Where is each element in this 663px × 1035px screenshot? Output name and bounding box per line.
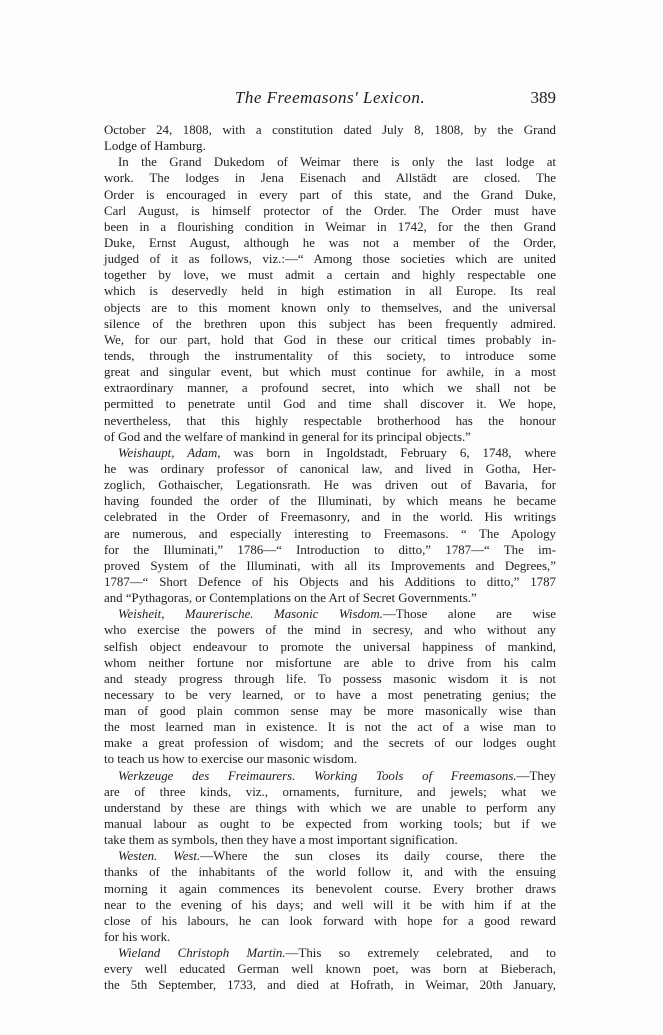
text-line (104, 251, 556, 267)
text-run: tends, through the instrumentality of this society, to introduce some (104, 348, 556, 363)
text-line (104, 639, 556, 655)
text-line (104, 493, 556, 509)
text-run: and “Pythagoras, or Contemplations on the Art of Secret Governments.” (104, 591, 477, 606)
text-run: morning it again commences its benevolent course. Every brother draws (104, 881, 556, 896)
text-line (104, 542, 556, 558)
text-line (104, 348, 556, 364)
text-run: together by love, we must admit a certain and highly respectable one (104, 268, 556, 283)
text-run: proved System of the Illuminati, with all its Improvements and Degrees,” (104, 558, 556, 573)
body-text (104, 122, 556, 994)
text-line (104, 784, 556, 800)
text-run: nevertheless, that this highly respectable brotherhood has the honour (104, 413, 556, 428)
text-line (104, 977, 556, 993)
text-run: understand by these are things with which we are unable to perform any (104, 800, 556, 815)
italic-heading: Werkzeuge des Freimaurers. Working Tools of Freemasons. (118, 768, 517, 783)
text-run: necessary to be very learned, or to have a most penetrating genius; the (104, 687, 556, 702)
text-line (104, 477, 556, 493)
text-run: for the Illuminati,” 1786—“ Introduction to ditto,” 1787—“ The im- (104, 542, 556, 557)
text-run: silence of the brethren upon this subject has been frequently admired. (104, 316, 556, 331)
text-run: In the Grand Dukedom of Weimar there is only the last lodge at (118, 155, 556, 170)
text-line (104, 154, 556, 170)
text-line (104, 929, 556, 945)
text-line (104, 671, 556, 687)
text-line (104, 558, 556, 574)
text-line (104, 945, 556, 961)
text-run: objects are to this moment known only to themselves, and the universal (104, 300, 556, 315)
text-line (104, 235, 556, 251)
text-line (104, 316, 556, 332)
text-run: October 24, 1808, with a constitution dated July 8, 1808, by the Grand (104, 123, 556, 137)
text-run: of God and the welfare of mankind in general for its principal objects.” (104, 429, 471, 444)
text-run: —This so extremely celebrated, and to (285, 946, 556, 961)
text-line (104, 800, 556, 816)
text-run: whom neither fortune nor misfortune are able to drive from his calm (104, 655, 556, 670)
text-line (104, 655, 556, 671)
text-run: permitted to penetrate until God and time shall discover it. We hope, (104, 397, 556, 412)
text-line (104, 283, 556, 299)
text-line (104, 848, 556, 864)
text-run: We, for our part, hold that God in these our critical times probably in- (104, 332, 556, 347)
text-run: been in a flourishing condition in Weimar in 1742, for the then Grand (104, 219, 556, 234)
text-run: great and singular event, but which must continue for awhile, in a most (104, 365, 556, 380)
italic-heading: Weisheit, Maurerische. Masonic Wisdom. (118, 607, 383, 622)
text-line (104, 897, 556, 913)
text-line (104, 735, 556, 751)
text-run: selfish object endeavour to promote the universal happiness of mankind, (104, 639, 556, 654)
text-line (104, 574, 556, 590)
text-line (104, 961, 556, 977)
text-run: work. The lodges in Jena Eisenach and Allstädt are closed. The (104, 171, 556, 186)
text-run: was born in Ingoldstadt, February 6, 1748, where (220, 445, 557, 460)
text-line (104, 864, 556, 880)
text-line (104, 187, 556, 203)
text-line (104, 590, 556, 606)
text-run: make a great profession of wisdom; and the secrets of our lodges ought (104, 736, 556, 751)
text-line (104, 364, 556, 380)
text-line (104, 203, 556, 219)
text-line (104, 461, 556, 477)
italic-heading: Wieland Christoph Martin. (118, 946, 286, 961)
text-line (104, 526, 556, 542)
text-line (104, 832, 556, 848)
text-run: Carl August, is himself protector of the Order. The Order must have (104, 203, 556, 218)
text-line (104, 170, 556, 186)
text-line (104, 267, 556, 283)
text-run: thanks of the inhabitants of the world follow it, and with the ensuing (104, 865, 556, 880)
page-header (104, 88, 556, 112)
text-line (104, 687, 556, 703)
text-run: who exercise the powers of the mind in secresy, and who without any (104, 623, 556, 638)
text-run: having founded the order of the Illuminati, by which means he became (104, 494, 556, 509)
text-run: and steady progress through life. To possess masonic wisdom it is not (104, 671, 556, 686)
text-run: zoglich, Gothaischer, Legationsrath. He was driven out of Bavaria, for (104, 478, 556, 493)
text-run: the most learned man in existence. It is not the act of a wise man to (104, 720, 556, 735)
text-run: for his work. (104, 930, 171, 945)
text-line (104, 396, 556, 412)
text-run: the 5th September, 1733, and died at Hofrath, in Weimar, 20th January, (104, 978, 556, 993)
text-line (104, 413, 556, 429)
text-line (104, 509, 556, 525)
text-run: man of good plain common sense may be more masonically wise than (104, 704, 556, 719)
text-run: take them as symbols, then they have a most important signification. (104, 833, 458, 848)
text-run: to teach us how to exercise our masonic wisdom. (104, 752, 358, 767)
text-run: Lodge of Hamburg. (104, 139, 206, 154)
text-line (104, 445, 556, 461)
text-run: manual labour as ought to be expected from working tools; but if we (104, 817, 556, 832)
text-line (104, 703, 556, 719)
text-run: close of his labours, he can look forward with hope for a good reward (104, 913, 556, 928)
text-line (104, 332, 556, 348)
text-line (104, 122, 556, 138)
text-line (104, 881, 556, 897)
text-run: Order is encouraged in every part of this state, and the Grand Duke, (104, 187, 556, 202)
text-run: 1787—“ Short Defence of his Objects and his Additions to ditto,” 1787 (104, 574, 556, 589)
text-run: are numerous, and especially interesting to Freemasons. “ The Apology (104, 526, 556, 541)
text-line (104, 751, 556, 767)
text-run: —Those alone are wise (382, 607, 556, 622)
italic-heading: Westen. West. (118, 849, 201, 864)
text-run: every well educated German well known poet, was born at Bieberach, (104, 962, 556, 977)
text-run: celebrated in the Order of Freemasonry, and in the world. His writings (104, 510, 556, 525)
text-run: judged of it as follows, viz.:—“ Among those societies which are united (104, 252, 556, 267)
text-line (104, 380, 556, 396)
text-run: are of three kinds, viz., ornaments, furniture, and jewels; what we (104, 784, 556, 799)
page-number: 389 (530, 88, 556, 107)
text-line (104, 816, 556, 832)
text-line (104, 719, 556, 735)
running-title: The Freemasons' Lexicon. (234, 88, 426, 107)
text-run: Duke, Ernst August, although he was not a member of the Order, (104, 235, 556, 250)
text-line (104, 429, 556, 445)
text-run: —Where the sun closes its daily course, there the (200, 849, 556, 864)
text-line (104, 622, 556, 638)
text-line (104, 606, 556, 622)
text-line (104, 138, 556, 154)
text-run: he was ordinary professor of canonical law, and lived in Gotha, Her- (104, 461, 556, 476)
text-line (104, 913, 556, 929)
text-line (104, 300, 556, 316)
text-run: —They (516, 768, 556, 783)
text-line (104, 768, 556, 784)
italic-heading: Weishaupt, Adam, (118, 445, 221, 460)
text-run: extraordinary manner, a profound secret, into which we shall not be (104, 381, 556, 396)
text-line (104, 219, 556, 235)
text-run: which is deservedly held in high estimation in all Europe. Its real (104, 284, 556, 299)
text-run: near to the evening of his days; and well will it be with him if at the (104, 897, 556, 912)
